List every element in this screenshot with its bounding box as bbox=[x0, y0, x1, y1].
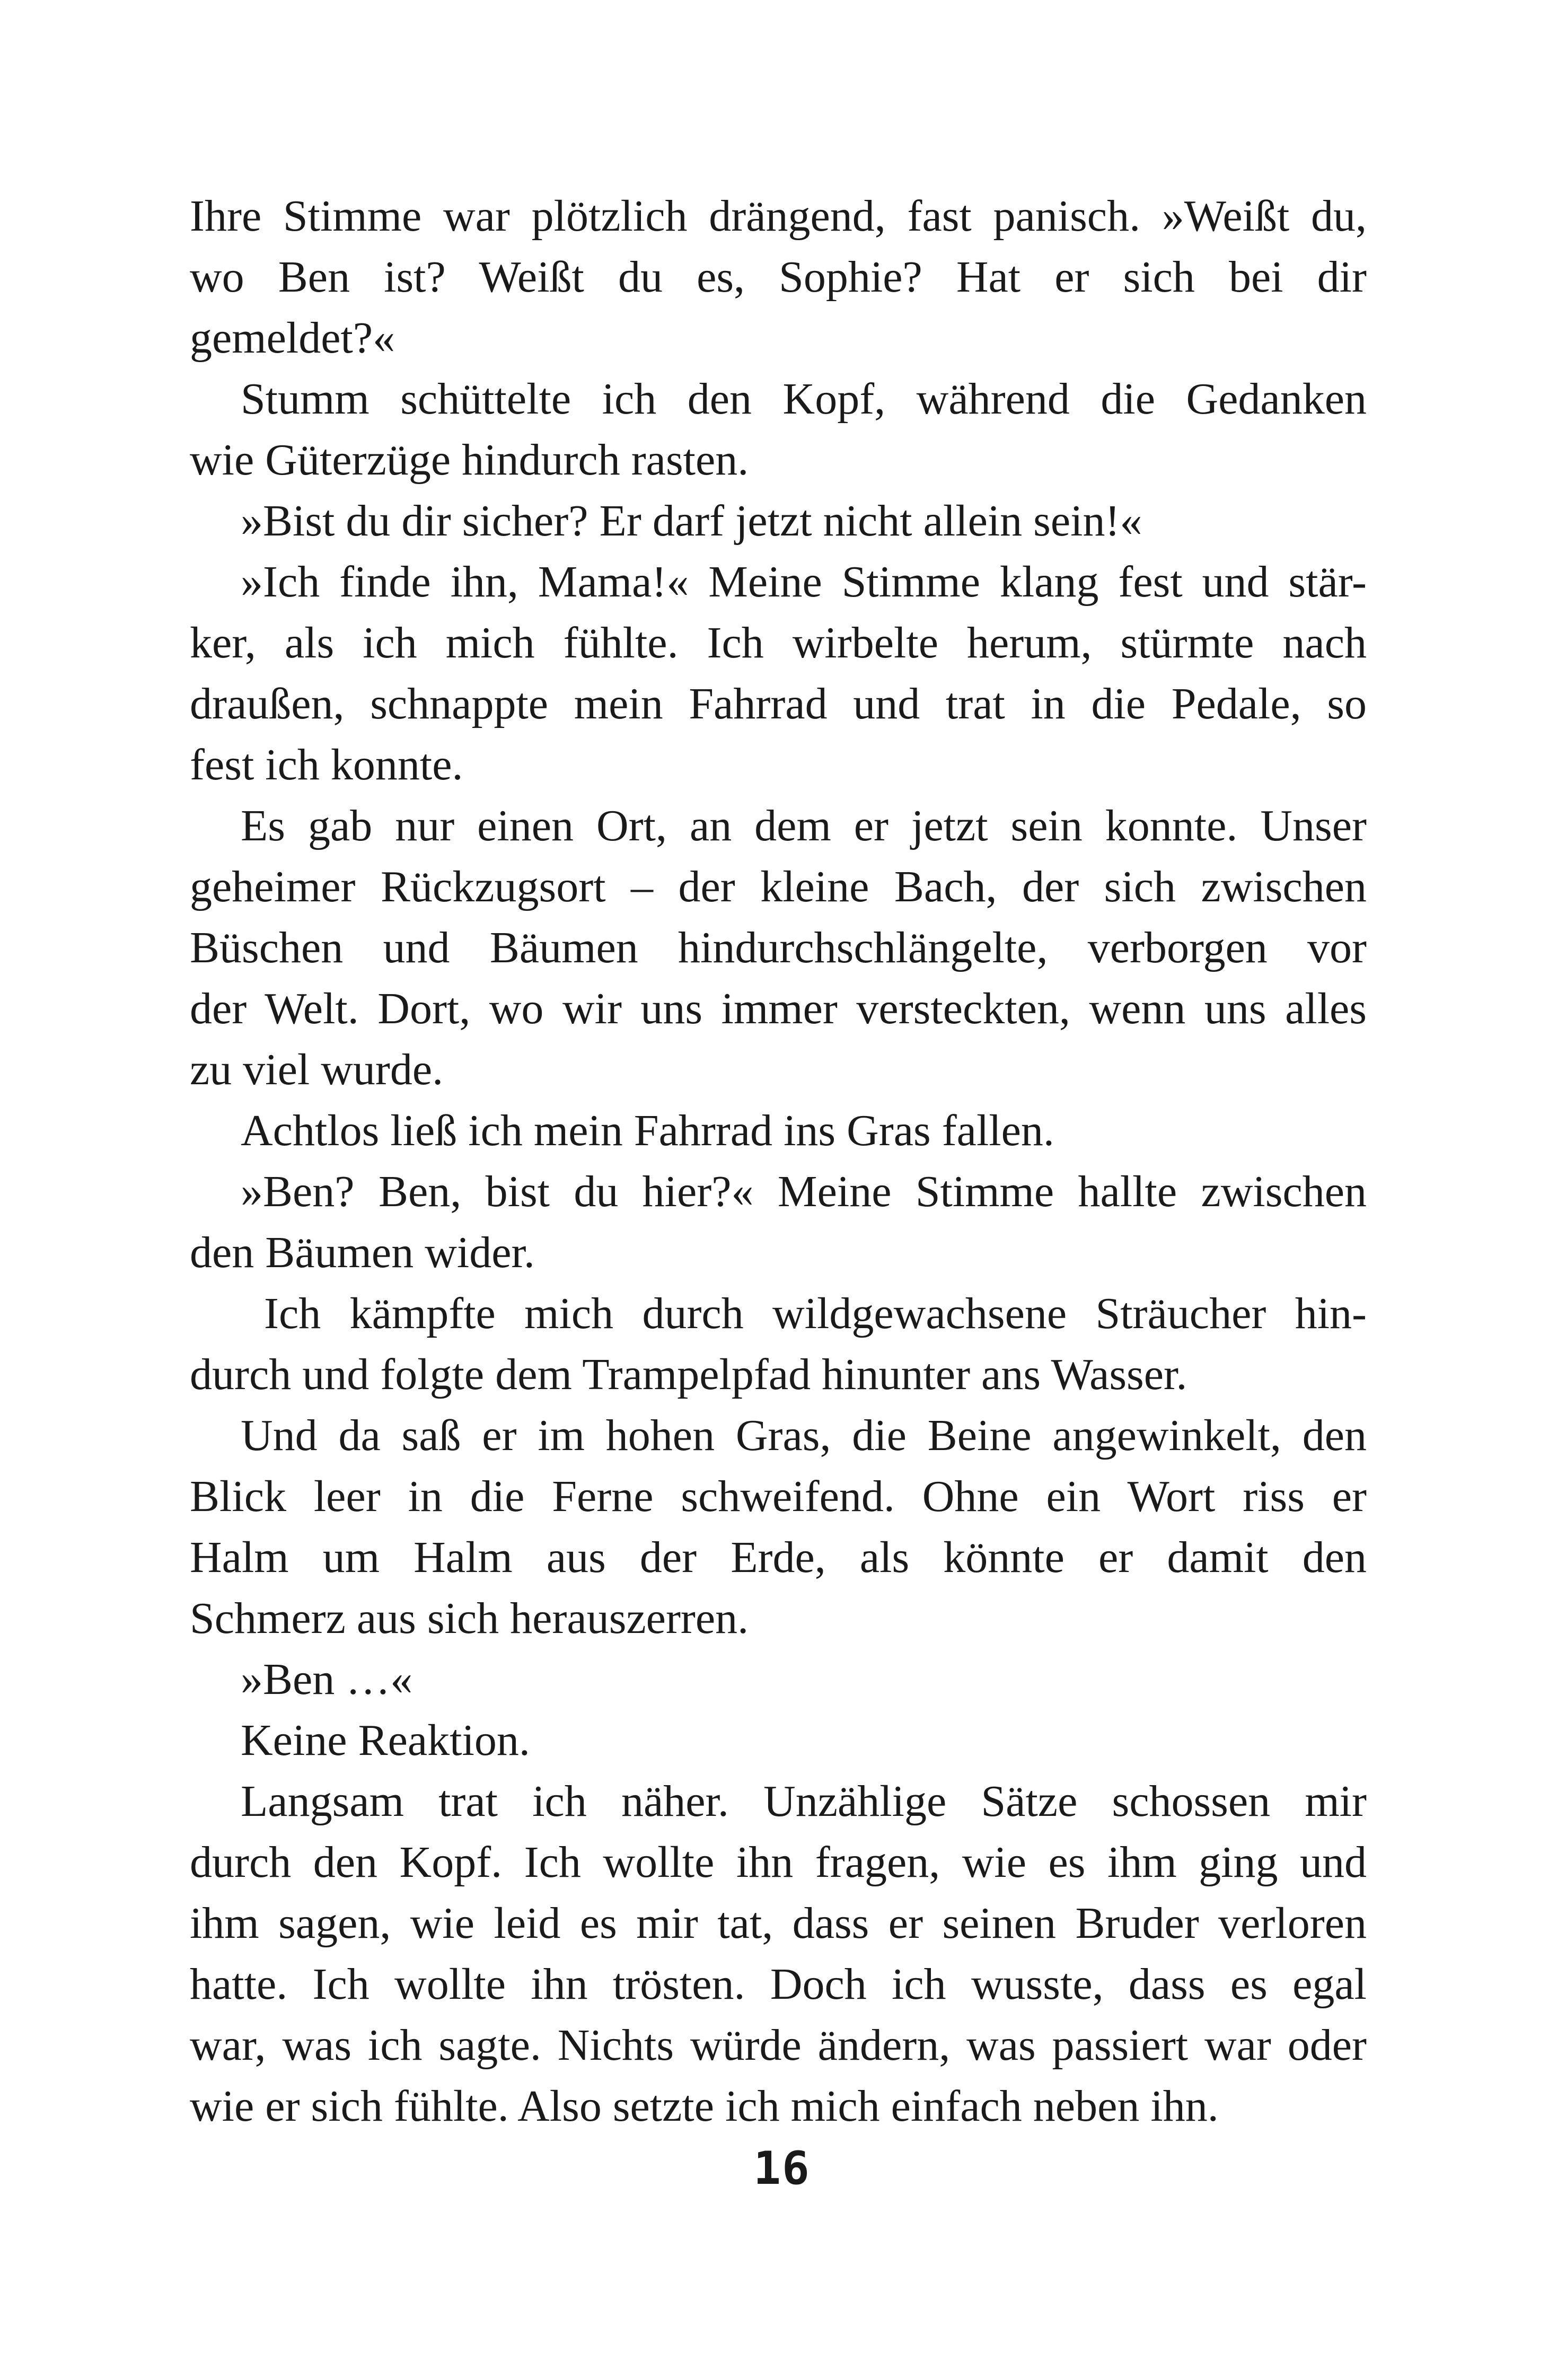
text-line: den Bäumen wider. bbox=[190, 1228, 535, 1277]
text-line: geheimer Rückzugsort – der kleine Bach, der sich zwischen bbox=[190, 862, 1367, 911]
text-line: wo Ben ist? Weißt du es, Sophie? Hat er sich bei dir bbox=[190, 252, 1367, 302]
text-line: Keine Reaktion. bbox=[241, 1716, 530, 1765]
text-line: Langsam trat ich näher. Unzählige Sätze schossen mir bbox=[241, 1777, 1367, 1826]
text-line: ihm sagen, wie leid es mir tat, dass er seinen Bruder verloren bbox=[190, 1899, 1367, 1948]
text-line: zu viel wurde. bbox=[190, 1045, 444, 1094]
text-line: Ich kämpfte mich durch wildgewachsene Sträucher hin- bbox=[264, 1289, 1367, 1338]
text-line: war, was ich sagte. Nichts würde ändern, was passiert war oder bbox=[190, 2021, 1367, 2070]
text-line: Stumm schüttelte ich den Kopf, während die Gedanken bbox=[241, 374, 1367, 424]
text-line: Büschen und Bäumen hindurchschlängelte, verborgen vor bbox=[190, 923, 1367, 972]
page-number: 16 bbox=[753, 2142, 811, 2195]
text-line: ker, als ich mich fühlte. Ich wirbelte herum, stürmte nach bbox=[190, 618, 1367, 668]
body-text bbox=[190, 186, 1367, 2137]
text-line: gemeldet?« bbox=[190, 313, 395, 363]
text-line: »Bist du dir sicher? Er darf jetzt nicht allein sein!« bbox=[241, 496, 1142, 546]
text-line: Und da saß er im hohen Gras, die Beine angewinkelt, den bbox=[241, 1411, 1367, 1460]
text-line: Schmerz aus sich herauszerren. bbox=[190, 1594, 749, 1643]
text-line: »Ben? Ben, bist du hier?« Meine Stimme hallte zwischen bbox=[241, 1167, 1367, 1216]
text-line: Ihre Stimme war plötzlich drängend, fast panisch. »Weißt du, bbox=[190, 191, 1367, 241]
text-line: Halm um Halm aus der Erde, als könnte er damit den bbox=[190, 1533, 1367, 1582]
text-line: Blick leer in die Ferne schweifend. Ohne ein Wort riss er bbox=[190, 1472, 1367, 1521]
text-line: »Ben …« bbox=[241, 1655, 413, 1704]
text-line: hatte. Ich wollte ihn trösten. Doch ich wusste, dass es egal bbox=[190, 1960, 1367, 2009]
text-line: durch den Kopf. Ich wollte ihn fragen, wie es ihm ging und bbox=[190, 1838, 1367, 1887]
text-line: durch und folgte dem Trampelpfad hinunter ans Wasser. bbox=[190, 1350, 1187, 1399]
text-line: wie er sich fühlte. Also setzte ich mich einfach neben ihn. bbox=[190, 2082, 1219, 2131]
text-line: draußen, schnappte mein Fahrrad und trat in die Pedale, so bbox=[190, 679, 1367, 728]
text-line: Es gab nur einen Ort, an dem er jetzt sein konnte. Unser bbox=[241, 801, 1367, 850]
text-line: »Ich finde ihn, Mama!« Meine Stimme klang fest und stär- bbox=[241, 557, 1367, 607]
text-line: der Welt. Dort, wo wir uns immer versteckten, wenn uns alles bbox=[190, 984, 1367, 1033]
text-line: fest ich konnte. bbox=[190, 740, 463, 789]
text-line: Achtlos ließ ich mein Fahrrad ins Gras fallen. bbox=[241, 1106, 1054, 1155]
text-line: wie Güterzüge hindurch rasten. bbox=[190, 435, 749, 485]
